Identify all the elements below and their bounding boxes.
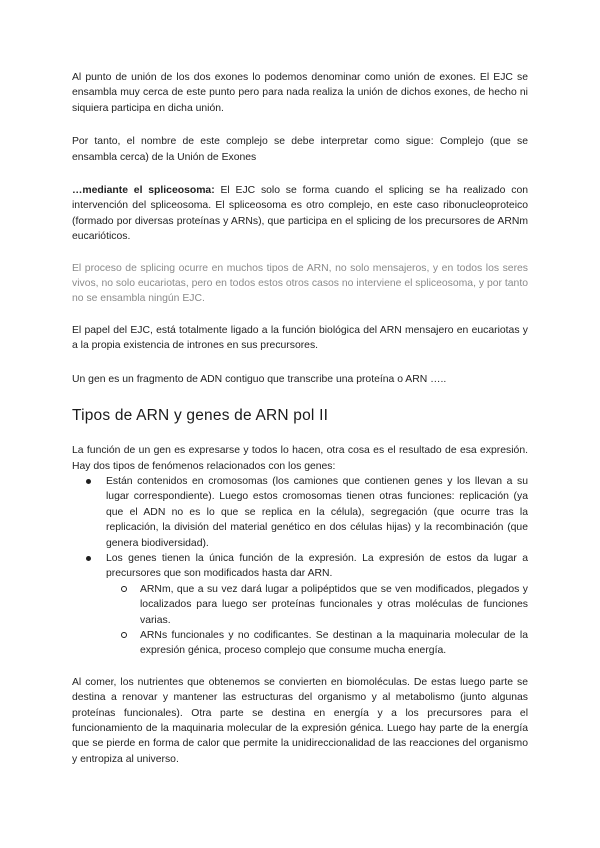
list-item-expresion	[106, 551, 528, 659]
list-item-cromosomas	[106, 474, 528, 551]
list-item-text: Están contenidos en cromosomas (los camiones que contienen genes y los llevan a su lugar correspondiente). Luego estos cromosomas tienen otras funciones: replicación (ya que el ADN no es lo que se replica en la célula), segregación (que ocurre tras la replicación, la división del material genético en dos células hijas) y la recombinación (que genera biodiversidad).	[106, 475, 528, 549]
paragraph-nutrientes: Al comer, los nutrientes que obtenemos se convierten en biomoléculas. De estas luego parte se destina a renovar y mantener las estructuras del organismo y al metabolismo (junto algunas proteínas funcionales). Otra parte se destina en energía y a los precursores para el funcionamiento de la maquinaria molecular de la expresión génica. Luego hay parte de la energía que se pierde en forma de calor que permite la unidireccionalidad de las reacciones del organismo y entropiza al universo.	[72, 676, 528, 765]
sub-list-item-arns: ARNs funcionales y no codificantes. Se destinan a la maquinaria molecular de la expresión génica, proceso complejo que consume mucha energía.	[140, 628, 528, 659]
paragraph-nombre-complejo: Por tanto, el nombre de este complejo se debe interpretar como sigue: Complejo (que se ensambla cerca) de la Unión de Exones	[72, 136, 528, 163]
list-item-text: Los genes tienen la única función de la expresión. La expresión de estos da lugar a precursores que son modificados hasta dar ARN.	[106, 552, 528, 580]
paragraph-papel-ejc: El papel del EJC, está totalmente ligado a la función biológica del ARN mensajero en eucariotas y a la propia existencia de intrones en sus precursores.	[72, 324, 528, 352]
section-heading: Tipos de ARN y genes de ARN pol II	[72, 407, 329, 425]
paragraph-definicion-gen: Un gen es un fragmento de ADN contiguo que transcribe una proteína o ARN …..	[72, 373, 447, 385]
bullet-list	[72, 474, 528, 659]
paragraph-splicing-note: El proceso de splicing ocurre en muchos tipos de ARN, no solo mensajeros, y en todos los seres vivos, no solo eucariotas, pero en todos estos otros casos no interviene el spliceosoma, y por tanto no se ensambla ningún EJC.	[72, 262, 528, 305]
paragraph-union-exones: Al punto de unión de los dos exones lo podemos denominar como unión de exones. El EJC se ensambla muy cerca de este punto pero para nada realiza la unión de dichos exones, de hecho ni siquiera participa en dicha unión.	[72, 72, 528, 114]
paragraph-spliceosoma-lead: …mediante el spliceosoma:	[72, 185, 215, 197]
sub-list-item-arnm: ARNm, que a su vez dará lugar a polipéptidos que se ven modificados, plegados y localizados para luego ser proteínas funcionales y otras moléculas de funciones varias.	[140, 582, 528, 628]
paragraph-spliceosoma	[72, 183, 528, 245]
sub-bullet-list	[106, 582, 528, 659]
paragraph-funcion-gen: La función de un gen es expresarse y todos lo hacen, otra cosa es el resultado de esa expresión. Hay dos tipos de fenómenos relacionados con los genes:	[72, 445, 528, 472]
paragraph-spliceosoma-body: El EJC solo se forma cuando el splicing se ha realizado con intervención del spliceosoma. El spliceosoma es otro complejo, en este caso ribonucleoproteico (formado por diversas proteínas y ARNs), que participa en el splicing de los precursores de ARNm eucarióticos.	[72, 185, 529, 243]
